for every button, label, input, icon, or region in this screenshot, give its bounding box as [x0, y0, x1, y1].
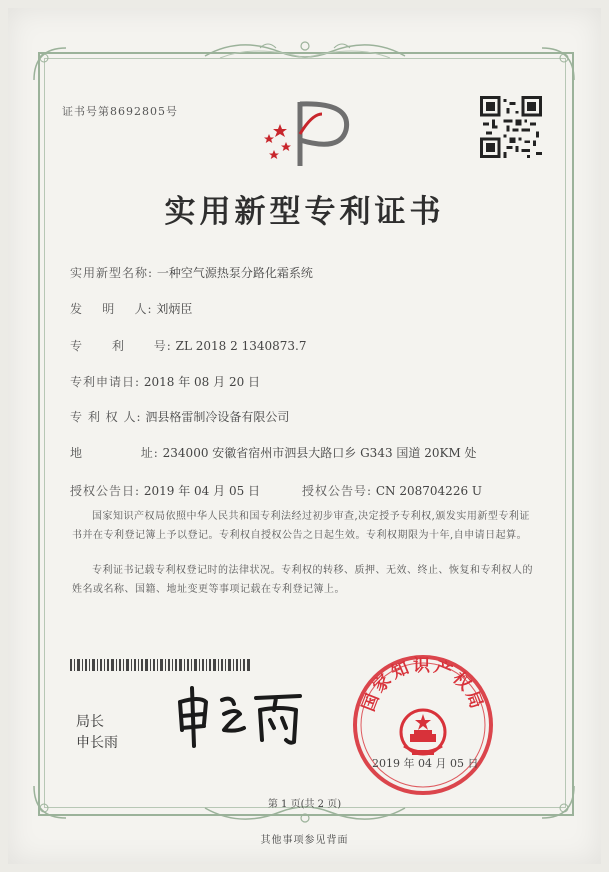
field-inventor	[70, 300, 192, 317]
field-grant-date	[70, 482, 260, 499]
certificate-number-value: 8692805	[110, 105, 166, 118]
barcode-strip-icon	[70, 659, 250, 671]
seal-date: 2019 年 04 月 05 日	[372, 757, 479, 770]
back-note: 其他事项参见背面	[260, 835, 349, 846]
certificate-number-suffix: 号	[166, 105, 178, 118]
grant-date-label: 授权公告日:	[70, 484, 141, 498]
body-paragraph-2: 专利证书记载专利权登记时的法律状况。专利权的转移、质押、无效、终止、恢复和专利权人的姓名或名称、国籍、地址变更等事项记载在专利登记簿上。	[72, 565, 533, 595]
body-paragraph-1: 国家知识产权局依照中华人民共和国专利法经过初步审查,决定授予专利权,颁发实用新型专利证书并在专利登记簿上予以登记。专利权自授权公告之日起生效。专利权期限为十年,自申请日起算。	[72, 511, 530, 541]
corner-ornament-top-left	[30, 44, 70, 84]
official-title: 局长	[76, 714, 104, 730]
svg-text:国家知识产权局	[359, 656, 488, 714]
seal-text: 国家知识产权局	[358, 655, 488, 715]
patent-number-label: 专 利 号:	[70, 339, 172, 353]
inventor-label: 发 明 人:	[70, 302, 153, 316]
field-patent-number	[70, 337, 306, 354]
page-number: 第 1 页(共 2 页)	[267, 799, 342, 810]
field-filing-date	[70, 373, 260, 390]
cnipa-emblem-icon	[256, 94, 360, 174]
corner-ornament-top-right	[538, 44, 578, 84]
field-utility-model-name	[70, 264, 313, 281]
official-seal	[348, 650, 498, 800]
grant-number-value: CN 208704226 U	[375, 484, 483, 498]
address-value: 234000 安徽省宿州市泗县大路口乡 G343 国道 20KM 处	[162, 446, 477, 460]
utility-model-name-label: 实用新型名称:	[70, 266, 154, 280]
inventor-value: 刘炳臣	[156, 302, 193, 316]
field-address	[70, 444, 477, 461]
certificate-number-label: 证书号第	[62, 105, 110, 118]
certificate-number	[62, 103, 178, 119]
qr-code-icon	[480, 96, 542, 158]
official-name: 申长雨	[76, 735, 118, 751]
grant-date-value: 2019 年 04 月 05 日	[143, 484, 261, 498]
certificate-title: 实用新型专利证书	[164, 194, 445, 230]
patent-number-value: ZL 2018 2 1340873.7	[175, 339, 307, 353]
patentee-label: 专 利 权 人:	[70, 410, 142, 424]
top-ornament	[200, 36, 410, 64]
handwritten-signature	[170, 680, 310, 750]
filing-date-label: 专利申请日:	[70, 375, 141, 389]
field-patentee	[70, 408, 289, 425]
utility-model-name-value: 一种空气源热泵分路化霜系统	[156, 266, 313, 280]
field-grant-number	[302, 482, 482, 499]
address-label: 地 址:	[70, 446, 159, 460]
grant-number-label: 授权公告号:	[302, 484, 373, 498]
national-emblem-icon	[401, 710, 445, 755]
filing-date-value: 2018 年 08 月 20 日	[143, 375, 261, 389]
patentee-value: 泗县格雷制冷设备有限公司	[145, 410, 290, 424]
